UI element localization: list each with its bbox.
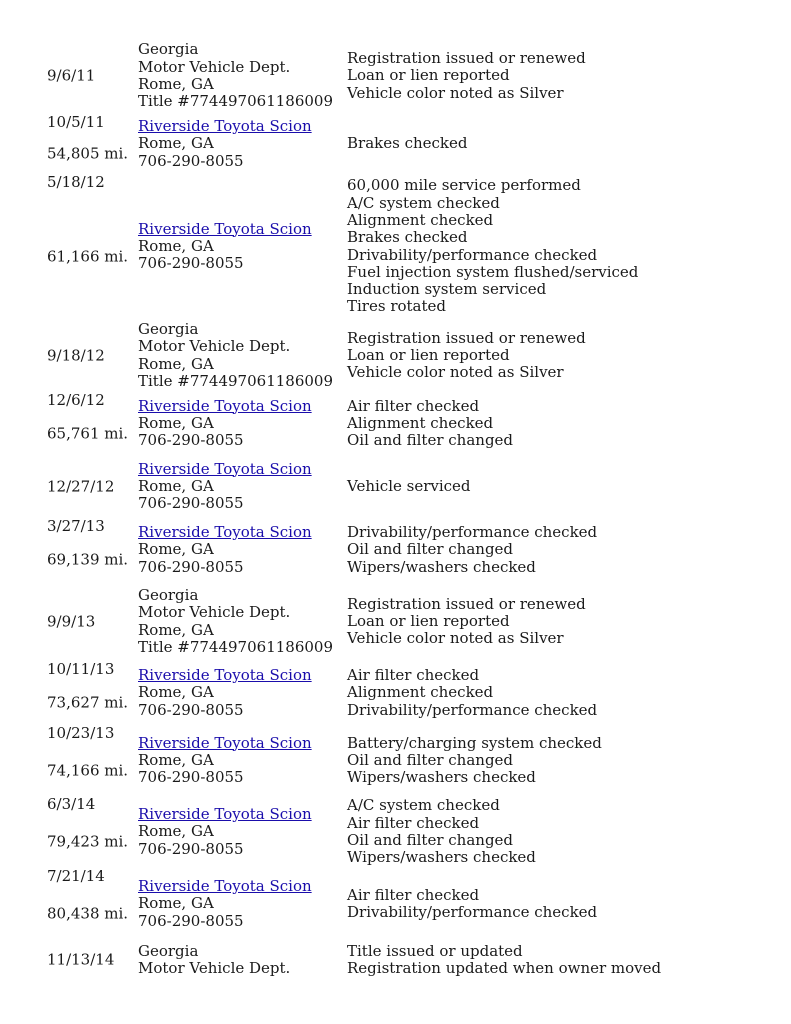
source-line: Motor Vehicle Dept. [138,337,291,356]
record-mileage: 69,139 mi. [47,550,129,569]
record-date-column [47,455,135,518]
detail-item: Drivability/performance checked [347,523,598,542]
detail-item: Air filter checked [347,885,480,904]
record-date-column [47,582,135,661]
detail-item: Fuel injection system flushed/serviced [347,262,639,281]
source-line: Rome, GA [138,822,214,841]
source-line: Rome, GA [138,134,214,153]
source-line: 706-290-8055 [138,151,244,170]
detail-item: Alignment checked [347,413,494,432]
detail-item: 60,000 mile service performed [347,176,581,195]
detail-item: Oil and filter changed [347,750,514,769]
detail-item: Air filter checked [347,396,480,415]
detail-item: Oil and filter changed [347,831,514,849]
detail-item: Vehicle color noted as Silver [347,629,564,648]
detail-item: A/C system checked [347,796,500,815]
record-details [347,725,777,796]
record-source [138,392,343,455]
record-details [347,174,777,319]
detail-item: Vehicle color noted as Silver [347,363,564,382]
record-details [347,582,777,661]
record-date-column [47,174,135,319]
detail-item: Registration updated when owner moved [347,959,662,977]
record-date: 9/9/13 [47,611,96,630]
record-mileage: 74,166 mi. [47,760,129,779]
source-line: Rome, GA [138,354,214,373]
record-source [138,940,343,980]
source-line: Title #774497061186009 [138,92,333,111]
detail-item: Alignment checked [347,210,494,229]
record-date-column [47,114,135,174]
detail-item: Drivability/performance checked [347,245,598,264]
source-line: 706-290-8055 [138,494,244,513]
detail-item: Loan or lien reported [347,345,510,364]
detail-item: Wipers/washers checked [347,557,536,576]
record-source [138,455,343,518]
record-date-column [47,725,135,796]
record-date-column [47,661,135,725]
record-details [347,940,777,980]
detail-item: Vehicle color noted as Silver [347,83,564,102]
service-history-list [0,38,791,980]
record-source [138,174,343,319]
source-line: Motor Vehicle Dept. [138,57,291,76]
source-line: Motor Vehicle Dept. [138,603,291,622]
record-details [347,455,777,518]
record-date: 3/27/13 [47,517,105,535]
source-line: 706-290-8055 [138,768,244,787]
source-line: Rome, GA [138,750,214,769]
detail-item: Registration issued or renewed [347,594,586,613]
record-date: 10/23/13 [47,724,115,742]
record-date: 10/5/11 [47,113,105,131]
record-source [138,114,343,174]
record-source [138,868,343,940]
record-date: 10/11/13 [47,660,115,678]
source-line: 706-290-8055 [138,700,244,719]
detail-item: Air filter checked [347,666,480,685]
source-line: Title #774497061186009 [138,637,333,656]
detail-item: Wipers/washers checked [347,848,536,867]
detail-item: Brakes checked [347,228,468,247]
source-line: Rome, GA [138,620,214,639]
record-details [347,392,777,455]
record-date: 7/21/14 [47,867,105,885]
detail-item: Alignment checked [347,683,494,702]
detail-item: Induction system serviced [347,280,547,299]
record-date-column [47,940,135,980]
detail-item: Registration issued or renewed [347,328,586,347]
detail-item: Air filter checked [347,813,480,832]
detail-item: Loan or lien reported [347,611,510,630]
source-line: 706-290-8055 [138,254,244,273]
record-mileage: 61,166 mi. [47,246,129,265]
source-line: Georgia [138,941,199,960]
history-record [0,518,791,582]
record-source [138,661,343,725]
record-date: 12/6/12 [47,391,105,409]
record-date: 5/18/12 [47,173,105,191]
source-line: Rome, GA [138,236,214,255]
record-date: 6/3/14 [47,795,96,813]
detail-item: A/C system checked [347,193,500,212]
source-line: 706-290-8055 [138,911,244,930]
dealer-link[interactable]: Riverside Toyota Scion [138,117,312,136]
detail-item: Battery/charging system checked [347,733,602,752]
record-date-column [47,38,135,114]
dealer-link[interactable]: Riverside Toyota Scion [138,523,312,542]
detail-item: Brakes checked [347,134,468,153]
dealer-link[interactable]: Riverside Toyota Scion [138,219,312,238]
record-details [347,868,777,940]
source-line: Georgia [138,40,199,59]
history-record [0,868,791,940]
history-record [0,392,791,455]
history-record [0,38,791,114]
source-line: 706-290-8055 [138,557,244,576]
record-source [138,796,343,868]
record-mileage: 65,761 mi. [47,423,129,442]
detail-item: Tires rotated [347,297,446,316]
record-date-column [47,868,135,940]
dealer-link[interactable]: Riverside Toyota Scion [138,877,312,896]
history-record [0,725,791,796]
record-source [138,725,343,796]
source-line: Rome, GA [138,540,214,559]
dealer-link[interactable]: Riverside Toyota Scion [138,733,312,752]
record-details [347,796,777,868]
detail-item: Registration issued or renewed [347,49,586,68]
record-details [347,518,777,582]
source-line: Rome, GA [138,683,214,702]
source-line: Title #774497061186009 [138,371,333,390]
source-line: 706-290-8055 [138,839,244,858]
detail-item: Oil and filter changed [347,540,514,559]
record-date-column [47,319,135,392]
dealer-link[interactable]: Riverside Toyota Scion [138,396,312,415]
record-source [138,319,343,392]
record-details [347,38,777,114]
source-line: 706-290-8055 [138,431,244,450]
dealer-link[interactable]: Riverside Toyota Scion [138,459,312,478]
source-line: Rome, GA [138,476,214,495]
detail-item: Drivability/performance checked [347,903,598,921]
source-line: Georgia [138,319,199,338]
history-record [0,455,791,518]
history-record [0,114,791,174]
source-line: Rome, GA [138,894,214,913]
source-line: Georgia [138,585,199,604]
dealer-link[interactable]: Riverside Toyota Scion [138,666,312,685]
dealer-link[interactable]: Riverside Toyota Scion [138,805,312,824]
detail-item: Vehicle serviced [347,476,471,495]
record-mileage: 79,423 mi. [47,832,129,851]
record-details [347,114,777,174]
record-source [138,38,343,114]
record-details [347,661,777,725]
record-mileage: 80,438 mi. [47,904,129,923]
record-source [138,582,343,661]
history-record [0,174,791,319]
detail-item: Loan or lien reported [347,66,510,85]
record-mileage: 54,805 mi. [47,144,129,163]
record-date: 11/13/14 [47,950,115,969]
record-date-column [47,518,135,582]
history-record [0,796,791,868]
record-date: 9/18/12 [47,345,105,364]
source-line: Rome, GA [138,413,214,432]
record-source [138,518,343,582]
record-date: 12/27/12 [47,476,115,495]
history-record [0,940,791,980]
record-details [347,319,777,392]
detail-item: Wipers/washers checked [347,768,536,787]
source-line: Rome, GA [138,75,214,93]
history-record [0,582,791,661]
record-date: 9/6/11 [47,66,96,85]
record-date-column [47,796,135,868]
record-mileage: 73,627 mi. [47,693,129,712]
detail-item: Title issued or updated [347,941,523,960]
detail-item: Oil and filter changed [347,431,514,450]
source-line: Motor Vehicle Dept. [138,959,291,977]
history-record [0,319,791,392]
record-date-column [47,392,135,455]
history-record [0,661,791,725]
detail-item: Drivability/performance checked [347,700,598,719]
